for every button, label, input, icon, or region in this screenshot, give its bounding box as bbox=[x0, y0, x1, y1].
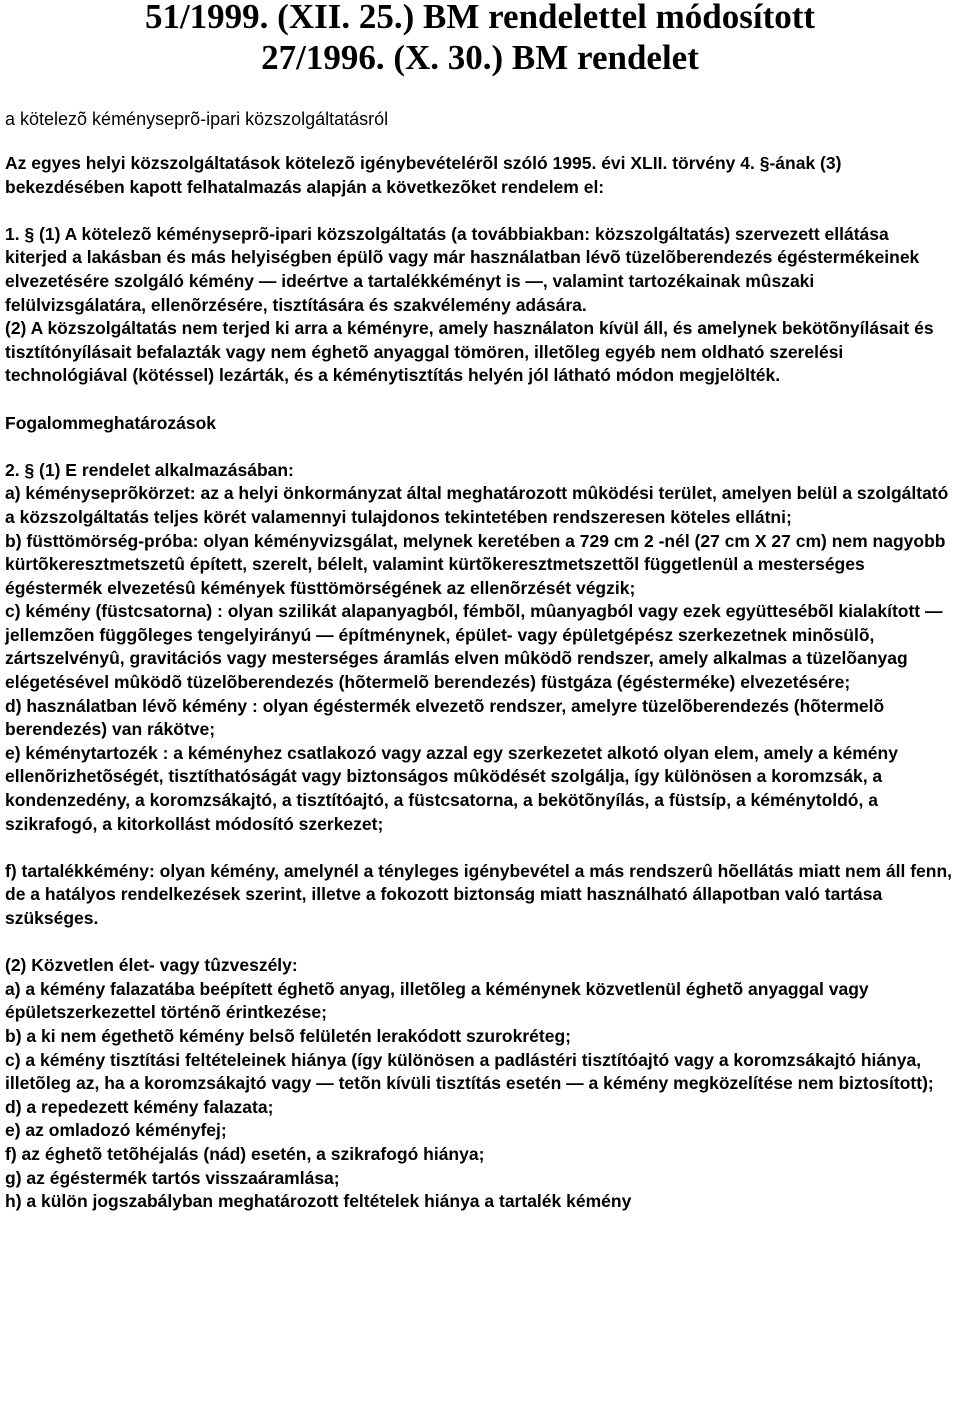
section-2-intro: 2. § (1) E rendelet alkalmazásában: bbox=[5, 459, 294, 480]
document-body bbox=[5, 107, 955, 1214]
spacer bbox=[5, 931, 955, 955]
spacer bbox=[5, 388, 955, 412]
hazard-h: h) a külön jogszabályban meghatározott feltételek hiánya a tartalék kémény bbox=[5, 1191, 632, 1212]
hazard-c: c) a kémény tisztítási feltételeinek hiánya (így különösen a padlástéri tisztítóajtó vagy a koromzsákajtó hiánya, illetõleg az, ha a koromzsákajtó vagy — tetõn kívüli tisztítás esetén — a kémény megközelítése nem biztosított); bbox=[5, 1049, 934, 1094]
hazard-g: g) az égéstermék tartós visszaáramlása; bbox=[5, 1167, 340, 1188]
definition-d: d) használatban lévõ kémény : olyan égéstermék elvezetõ rendszer, amelyre tüzelõberendezés (hõtermelõ berendezés) van rákötve; bbox=[5, 695, 885, 740]
hazard-d: d) a repedezett kémény falazata; bbox=[5, 1096, 274, 1117]
section-2-2-intro: (2) Közvetlen élet- vagy tûzveszély: bbox=[5, 955, 298, 976]
section-heading-definitions: Fogalommeghatározások bbox=[5, 412, 217, 433]
definition-b: b) füsttömörség-próba: olyan kéményvizsgálat, melynek keretében a 729 cm 2 -nél (27 cm X 27 cm) nem nagyobb kürtõkeresztmetszetû épített, szerelt, bélelt, valamint kürtõkeresztmetszettõl függetlenül a mesterséges égéstermék elvezetésû kémények füsttömörségének az ellenõrzését végzik; bbox=[5, 530, 946, 598]
document-subtitle: a kötelezõ kéményseprõ-ipari közszolgáltatásról bbox=[5, 109, 389, 129]
section-1-paragraph-2: (2) A közszolgáltatás nem terjed ki arra a kéményre, amely használaton kívül áll, és amelynek bekötõnyílásait és tisztítónyílásait befalazták vagy nem éghetõ anyaggal tömören, illetõleg egyéb nem oldható szerelési technológiával (kötéssel) lezárták, és a kéménytisztítás helyén jól látható módon megjelölték. bbox=[5, 318, 934, 386]
definition-f: f) tartalékkémény: olyan kémény, amelynél a tényleges igénybevétel a más rendszerû hõellátás miatt nem áll fenn, de a hatályos rendelkezések szerint, illetve a fokozott biztonság miatt használható állapotban való tartása szükséges. bbox=[5, 860, 952, 928]
definition-a: a) kéményseprõkörzet: az a helyi önkormányzat által meghatározott mûködési terület, amelyen belül a szolgáltató a közszolgáltatás teljes körét valamennyi tulajdonos tekintetében rendszeresen köteles ellátni; bbox=[5, 483, 949, 527]
document-title-line-1: 51/1999. (XII. 25.) BM rendelettel módosított bbox=[144, 0, 816, 36]
definition-c: c) kémény (füstcsatorna) : olyan szilikát alapanyagból, fémbõl, mûanyagból vagy ezek együttesébõl kialakított — jellemzõen függõleges tengelyirányú — építménynek, épület- vagy épületgépész szerkezetnek minõsülõ, zártszelvényû, gravitációs vagy mesterséges áramlás elven mûködõ rendszer, amely alkalmas a tüzelõanyag elégetésével mûködõ tüzelõberendezés (hõtermelõ berendezés) füstgáza (égésterméke) elvezetésére; bbox=[5, 601, 943, 693]
document-title-line-2: 27/1996. (X. 30.) BM rendelet bbox=[261, 38, 699, 77]
hazard-b: b) a ki nem égethetõ kémény belsõ felületén lerakódott szurokréteg; bbox=[5, 1025, 571, 1046]
hazard-e: e) az omladozó kéményfej; bbox=[5, 1120, 227, 1141]
spacer bbox=[5, 199, 955, 223]
section-1-paragraph-1: 1. § (1) A kötelezõ kéményseprõ-ipari közszolgáltatás (a továbbiakban: közszolgáltatás) szervezett ellátása kiterjed a lakásban és más helyiségben épülõ vagy már használatban lévõ tüzelõberendezés égéstermékeinek elvezetésére szolgáló kémény — ideértve a tartalékkéményt is —, valamint tartozékainak mûszaki felülvizsgálatára, ellenõrzésére, tisztítására és szakvélemény adására. bbox=[5, 223, 920, 315]
definition-e: e) kéménytartozék : a kéményhez csatlakozó vagy azzal egy szerkezetet alkotó olyan elem, amely a kémény ellenõrizhetõségét, tisztíthatóságát vagy biztonságos mûködését szolgálja, így különösen a koromzsák, a kondenzedény, a koromzsákajtó, a tisztítóajtó, a füstcsatorna, a bekötõnyílás, a füstsíp, a kéménytoldó, a szikrafogó, a kitorkollást módosító szerkezet; bbox=[5, 742, 898, 834]
spacer bbox=[5, 836, 955, 860]
hazard-f: f) az éghetõ tetõhéjalás (nád) esetén, a szikrafogó hiánya; bbox=[5, 1143, 485, 1164]
spacer bbox=[5, 435, 955, 459]
hazard-a: a) a kémény falazatába beépített éghetõ anyag, illetõleg a kéménynek közvetlenül éghetõ anyaggal vagy épületszerkezettel történõ érintkezése; bbox=[5, 978, 869, 1023]
preamble: Az egyes helyi közszolgáltatások kötelezõ igénybevételérõl szóló 1995. évi XLII. törvény 4. §-ának (3) bekezdésében kapott felhatalmazás alapján a következõket rendelem el: bbox=[5, 153, 842, 197]
